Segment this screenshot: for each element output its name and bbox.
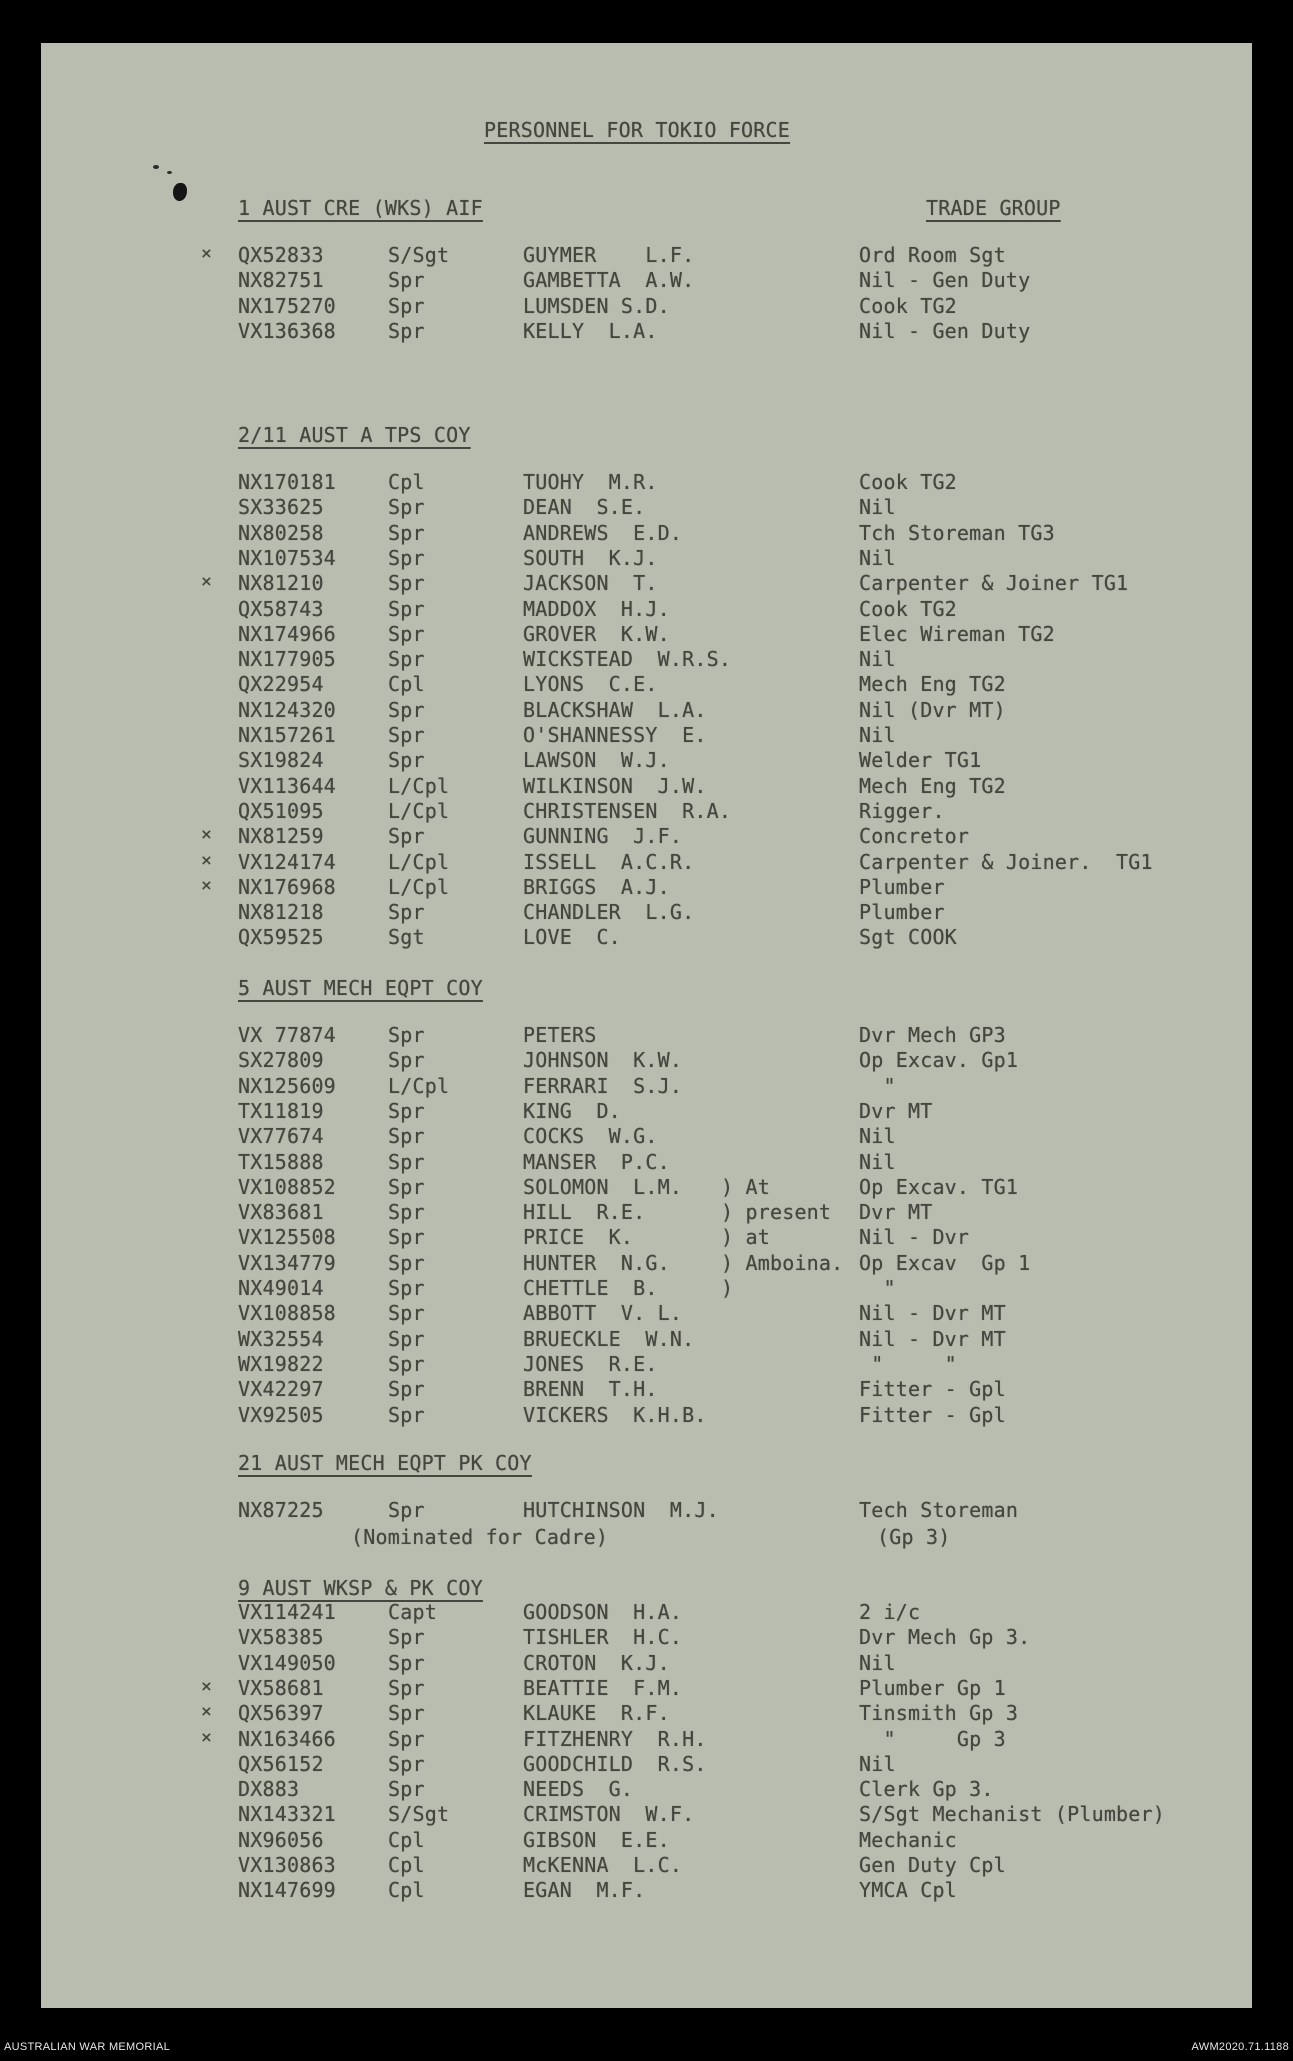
- service-number: NX175270: [238, 294, 336, 318]
- location-note: ) Amboina.: [721, 1251, 844, 1275]
- member-name: VICKERS K.H.B.: [523, 1403, 707, 1427]
- rank: Spr: [388, 1377, 425, 1401]
- trade-group: Nil: [859, 546, 896, 570]
- member-name: GOODCHILD R.S.: [523, 1752, 707, 1776]
- rank: L/Cpl: [388, 1074, 450, 1098]
- personnel-row: [201, 243, 1241, 268]
- trade-group: Plumber: [859, 875, 945, 899]
- rank: Spr: [388, 1301, 425, 1325]
- member-name: DEAN S.E.: [523, 495, 646, 519]
- service-number: NX82751: [238, 268, 324, 292]
- rank: Spr: [388, 294, 425, 318]
- personnel-row: [201, 1048, 1241, 1073]
- trade-group: Plumber: [859, 900, 945, 924]
- service-number: NX174966: [238, 622, 336, 646]
- rank: Spr: [388, 698, 425, 722]
- personnel-row: [201, 900, 1241, 925]
- personnel-row: [201, 1327, 1241, 1352]
- personnel-row: [201, 470, 1241, 495]
- personnel-row: [201, 1403, 1241, 1428]
- member-name: COCKS W.G.: [523, 1124, 658, 1148]
- rank: Spr: [388, 268, 425, 292]
- personnel-row: [201, 1701, 1241, 1726]
- member-name: GUYMER L.F.: [523, 243, 695, 267]
- trade-group: Mechanic: [859, 1828, 957, 1852]
- personnel-row: [201, 521, 1241, 546]
- location-note: ): [721, 1276, 734, 1300]
- service-number: NX124320: [238, 698, 336, 722]
- trade-group: Carpenter & Joiner TG1: [859, 571, 1129, 595]
- member-name: KLAUKE R.F.: [523, 1701, 670, 1725]
- personnel-row: [201, 597, 1241, 622]
- service-number: VX114241: [238, 1600, 336, 1624]
- tick-mark: ×: [201, 243, 213, 264]
- member-name: LYONS C.E.: [523, 672, 658, 696]
- trade-group: Nil: [859, 1752, 896, 1776]
- member-name: CROTON K.J.: [523, 1651, 670, 1675]
- tick-mark: ×: [201, 1676, 213, 1697]
- trade-group: Mech Eng TG2: [859, 672, 1006, 696]
- personnel-row: [201, 1074, 1241, 1099]
- footer-credit: AUSTRALIAN WAR MEMORIAL: [4, 2041, 171, 2053]
- location-note: ) At: [721, 1175, 770, 1199]
- member-name: KELLY L.A.: [523, 319, 658, 343]
- trade-group: Elec Wireman TG2: [859, 622, 1055, 646]
- ink-speck: [153, 165, 159, 169]
- member-name: EGAN M.F.: [523, 1878, 646, 1902]
- trade-group: Nil - Dvr MT: [859, 1301, 1006, 1325]
- trade-group: Nil: [859, 1651, 896, 1675]
- member-name: GOODSON H.A.: [523, 1600, 683, 1624]
- trade-group: Nil: [859, 1150, 896, 1174]
- location-note: ) present: [721, 1200, 832, 1224]
- service-number: VX92505: [238, 1403, 324, 1427]
- personnel-row: [201, 1651, 1241, 1676]
- member-name: ABBOTT V. L.: [523, 1301, 683, 1325]
- trade-group: S/Sgt Mechanist (Plumber): [859, 1802, 1166, 1826]
- member-name: JOHNSON K.W.: [523, 1048, 683, 1072]
- rank: Cpl: [388, 672, 425, 696]
- document-page: [41, 43, 1252, 2008]
- personnel-row: [201, 1251, 1241, 1276]
- personnel-row: [201, 1498, 1241, 1523]
- trade-group: Cook TG2: [859, 470, 957, 494]
- personnel-row: [201, 1802, 1241, 1827]
- rank: L/Cpl: [388, 799, 450, 823]
- trade-group: Tch Storeman TG3: [859, 521, 1055, 545]
- rank: Spr: [388, 1701, 425, 1725]
- service-number: VX134779: [238, 1251, 336, 1275]
- tick-mark: ×: [201, 571, 213, 592]
- service-number: NX170181: [238, 470, 336, 494]
- personnel-row: [201, 1301, 1241, 1326]
- service-number: SX27809: [238, 1048, 324, 1072]
- trade-group: Mech Eng TG2: [859, 774, 1006, 798]
- service-number: NX81218: [238, 900, 324, 924]
- section-heading: [238, 976, 1238, 1006]
- member-name: WICKSTEAD W.R.S.: [523, 647, 732, 671]
- personnel-row: [201, 495, 1241, 520]
- member-name: CRIMSTON W.F.: [523, 1802, 695, 1826]
- member-name: BRENN T.H.: [523, 1377, 658, 1401]
- service-number: TX15888: [238, 1150, 324, 1174]
- trade-group: Tech Storeman: [859, 1498, 1019, 1522]
- trade-group: Cook TG2: [859, 294, 957, 318]
- service-number: NX176968: [238, 875, 336, 899]
- rank: Spr: [388, 723, 425, 747]
- service-number: VX77674: [238, 1124, 324, 1148]
- rank: Spr: [388, 1251, 425, 1275]
- service-number: DX883: [238, 1777, 300, 1801]
- personnel-row: [201, 1276, 1241, 1301]
- personnel-row: [201, 1200, 1241, 1225]
- member-name: JACKSON T.: [523, 571, 658, 595]
- rank: Spr: [388, 1048, 425, 1072]
- personnel-row: [201, 647, 1241, 672]
- service-number: WX32554: [238, 1327, 324, 1351]
- trade-group: Dvr MT: [859, 1099, 933, 1123]
- rank: S/Sgt: [388, 243, 450, 267]
- rank: L/Cpl: [388, 850, 450, 874]
- personnel-row: [201, 1727, 1241, 1752]
- member-name: NEEDS G.: [523, 1777, 634, 1801]
- trade-group: Fitter - Gpl: [859, 1403, 1006, 1427]
- trade-group: Carpenter & Joiner. TG1: [859, 850, 1153, 874]
- service-number: NX81259: [238, 824, 324, 848]
- trade-group: Op Excav. Gp1: [859, 1048, 1019, 1072]
- rank: Spr: [388, 647, 425, 671]
- personnel-row: [201, 1752, 1241, 1777]
- member-name: KING D.: [523, 1099, 621, 1123]
- service-number: NX87225: [238, 1498, 324, 1522]
- cadre-note: (Nominated for Cadre): [351, 1525, 609, 1549]
- trade-group: Gen Duty Cpl: [859, 1853, 1006, 1877]
- trade-group: Op Excav Gp 1: [859, 1251, 1031, 1275]
- service-number: VX42297: [238, 1377, 324, 1401]
- footer-accession-number: AWM2020.71.1188: [1191, 2041, 1289, 2053]
- personnel-row: [201, 925, 1241, 950]
- rank: Cpl: [388, 1853, 425, 1877]
- trade-group: Nil - Gen Duty: [859, 268, 1031, 292]
- rank: Spr: [388, 1124, 425, 1148]
- personnel-row: [201, 799, 1241, 824]
- service-number: VX108858: [238, 1301, 336, 1325]
- personnel-row: [201, 1023, 1241, 1048]
- member-name: CHETTLE B.: [523, 1276, 658, 1300]
- service-number: VX 77874: [238, 1023, 336, 1047]
- rank: Spr: [388, 1777, 425, 1801]
- personnel-row: [201, 1676, 1241, 1701]
- tick-mark: ×: [201, 824, 213, 845]
- trade-group: Nil: [859, 1124, 896, 1148]
- trade-group: Nil - Gen Duty: [859, 319, 1031, 343]
- personnel-row: [201, 824, 1241, 849]
- personnel-row: [201, 850, 1241, 875]
- trade-group: YMCA Cpl: [859, 1878, 957, 1902]
- personnel-row: [201, 294, 1241, 319]
- rank: Spr: [388, 495, 425, 519]
- trade-group: Dvr MT: [859, 1200, 933, 1224]
- member-name: PRICE K.: [523, 1225, 634, 1249]
- rank: Spr: [388, 824, 425, 848]
- trade-group: Nil - Dvr: [859, 1225, 970, 1249]
- personnel-row: [201, 622, 1241, 647]
- trade-group: Welder TG1: [859, 748, 982, 772]
- service-number: NX157261: [238, 723, 336, 747]
- personnel-row: [201, 319, 1241, 344]
- service-number: QX56397: [238, 1701, 324, 1725]
- section-heading: [238, 196, 1238, 226]
- rank: Spr: [388, 1327, 425, 1351]
- member-name: HUTCHINSON M.J.: [523, 1498, 719, 1522]
- trade-group: Dvr Mech GP3: [859, 1023, 1006, 1047]
- section-heading-text: 5 AUST MECH EQPT COY: [238, 976, 483, 1000]
- service-number: QX58743: [238, 597, 324, 621]
- rank: Spr: [388, 1651, 425, 1675]
- member-name: LOVE C.: [523, 925, 621, 949]
- rank: Spr: [388, 1727, 425, 1751]
- member-name: MADDOX H.J.: [523, 597, 670, 621]
- trade-group: Sgt COOK: [859, 925, 957, 949]
- trade-group: Dvr Mech Gp 3.: [859, 1625, 1031, 1649]
- cadre-trade-group: (Gp 3): [877, 1525, 951, 1549]
- service-number: QX59525: [238, 925, 324, 949]
- personnel-row: [201, 875, 1241, 900]
- personnel-row: [201, 1853, 1241, 1878]
- member-name: BRIGGS A.J.: [523, 875, 670, 899]
- member-name: O'SHANNESSY E.: [523, 723, 707, 747]
- trade-group: Rigger.: [859, 799, 945, 823]
- trade-group: Tinsmith Gp 3: [859, 1701, 1019, 1725]
- personnel-row: [201, 1150, 1241, 1175]
- personnel-row: [201, 774, 1241, 799]
- service-number: SX19824: [238, 748, 324, 772]
- service-number: QX51095: [238, 799, 324, 823]
- section-heading-text: 9 AUST WKSP & PK COY: [238, 1576, 483, 1600]
- section-heading-text: 1 AUST CRE (WKS) AIF: [238, 196, 483, 220]
- rank: Spr: [388, 1676, 425, 1700]
- rank: Spr: [388, 597, 425, 621]
- service-number: NX80258: [238, 521, 324, 545]
- personnel-row: [201, 571, 1241, 596]
- rank: Spr: [388, 546, 425, 570]
- member-name: SOLOMON L.M.: [523, 1175, 683, 1199]
- rank: Spr: [388, 319, 425, 343]
- service-number: VX58681: [238, 1676, 324, 1700]
- member-name: ISSELL A.C.R.: [523, 850, 695, 874]
- service-number: VX108852: [238, 1175, 336, 1199]
- rank: Cpl: [388, 1878, 425, 1902]
- trade-group: Cook TG2: [859, 597, 957, 621]
- personnel-row: [201, 698, 1241, 723]
- member-name: LAWSON W.J.: [523, 748, 670, 772]
- rank: Spr: [388, 1752, 425, 1776]
- member-name: GROVER K.W.: [523, 622, 670, 646]
- service-number: VX136368: [238, 319, 336, 343]
- trade-group: ": [859, 1074, 896, 1098]
- member-name: LUMSDEN S.D.: [523, 294, 670, 318]
- service-number: NX49014: [238, 1276, 324, 1300]
- member-name: WILKINSON J.W.: [523, 774, 707, 798]
- rank: Spr: [388, 1200, 425, 1224]
- member-name: CHANDLER L.G.: [523, 900, 695, 924]
- service-number: TX11819: [238, 1099, 324, 1123]
- trade-group: Ord Room Sgt: [859, 243, 1006, 267]
- service-number: NX96056: [238, 1828, 324, 1852]
- trade-group: Nil: [859, 723, 896, 747]
- trade-group: 2 i/c: [859, 1600, 921, 1624]
- personnel-row: [201, 1600, 1241, 1625]
- trade-group: Plumber Gp 1: [859, 1676, 1006, 1700]
- page-title: PERSONNEL FOR TOKIO FORCE: [484, 118, 791, 142]
- tick-mark: ×: [201, 1701, 213, 1722]
- rank: Spr: [388, 748, 425, 772]
- trade-group: Op Excav. TG1: [859, 1175, 1019, 1199]
- service-number: VX83681: [238, 1200, 324, 1224]
- member-name: GUNNING J.F.: [523, 824, 683, 848]
- service-number: NX81210: [238, 571, 324, 595]
- ink-blot: [173, 183, 187, 201]
- trade-group: " ": [859, 1352, 957, 1376]
- rank: Spr: [388, 1276, 425, 1300]
- member-name: HILL R.E.: [523, 1200, 646, 1224]
- tick-mark: ×: [201, 875, 213, 896]
- service-number: NX163466: [238, 1727, 336, 1751]
- personnel-row: [201, 748, 1241, 773]
- personnel-row: [201, 1352, 1241, 1377]
- personnel-row: [201, 1124, 1241, 1149]
- rank: Spr: [388, 900, 425, 924]
- service-number: VX124174: [238, 850, 336, 874]
- rank: S/Sgt: [388, 1802, 450, 1826]
- member-name: CHRISTENSEN R.A.: [523, 799, 732, 823]
- personnel-row: [201, 1777, 1241, 1802]
- service-number: NX107534: [238, 546, 336, 570]
- member-name: McKENNA L.C.: [523, 1853, 683, 1877]
- service-number: VX149050: [238, 1651, 336, 1675]
- rank: Cpl: [388, 470, 425, 494]
- rank: L/Cpl: [388, 875, 450, 899]
- rank: Spr: [388, 1225, 425, 1249]
- trade-group: Fitter - Gpl: [859, 1377, 1006, 1401]
- member-name: FITZHENRY R.H.: [523, 1727, 707, 1751]
- member-name: BLACKSHAW L.A.: [523, 698, 707, 722]
- member-name: PETERS: [523, 1023, 597, 1047]
- personnel-row: [201, 1878, 1241, 1903]
- trade-group: Nil: [859, 495, 896, 519]
- section-heading-text: 2/11 AUST A TPS COY: [238, 423, 471, 447]
- trade-group: " Gp 3: [859, 1727, 1006, 1751]
- member-name: JONES R.E.: [523, 1352, 658, 1376]
- cadre-note-line: [201, 1525, 1241, 1550]
- service-number: WX19822: [238, 1352, 324, 1376]
- tick-mark: ×: [201, 1727, 213, 1748]
- service-number: VX58385: [238, 1625, 324, 1649]
- service-number: NX177905: [238, 647, 336, 671]
- member-name: HUNTER N.G.: [523, 1251, 670, 1275]
- trade-group: Nil - Dvr MT: [859, 1327, 1006, 1351]
- trade-group: Nil: [859, 647, 896, 671]
- rank: Spr: [388, 622, 425, 646]
- member-name: TISHLER H.C.: [523, 1625, 683, 1649]
- rank: Spr: [388, 1099, 425, 1123]
- member-name: BEATTIE F.M.: [523, 1676, 683, 1700]
- rank: Spr: [388, 1403, 425, 1427]
- service-number: VX130863: [238, 1853, 336, 1877]
- service-number: SX33625: [238, 495, 324, 519]
- section-heading: [238, 1451, 1238, 1481]
- personnel-row: [201, 1175, 1241, 1200]
- rank: Spr: [388, 1352, 425, 1376]
- rank: Spr: [388, 1150, 425, 1174]
- trade-group: Concretor: [859, 824, 970, 848]
- member-name: MANSER P.C.: [523, 1150, 670, 1174]
- service-number: VX113644: [238, 774, 336, 798]
- personnel-row: [201, 1625, 1241, 1650]
- rank: Spr: [388, 1498, 425, 1522]
- personnel-row: [201, 268, 1241, 293]
- member-name: FERRARI S.J.: [523, 1074, 683, 1098]
- rank: Cpl: [388, 1828, 425, 1852]
- service-number: QX56152: [238, 1752, 324, 1776]
- personnel-row: [201, 1099, 1241, 1124]
- member-name: BRUECKLE W.N.: [523, 1327, 695, 1351]
- service-number: NX147699: [238, 1878, 336, 1902]
- member-name: GIBSON E.E.: [523, 1828, 670, 1852]
- service-number: VX125508: [238, 1225, 336, 1249]
- personnel-row: [201, 1377, 1241, 1402]
- service-number: NX143321: [238, 1802, 336, 1826]
- rank: L/Cpl: [388, 774, 450, 798]
- service-number: QX22954: [238, 672, 324, 696]
- rank: Spr: [388, 1175, 425, 1199]
- trade-group: Clerk Gp 3.: [859, 1777, 994, 1801]
- member-name: TUOHY M.R.: [523, 470, 658, 494]
- trade-group: ": [859, 1276, 896, 1300]
- rank: Capt: [388, 1600, 437, 1624]
- rank: Spr: [388, 1023, 425, 1047]
- rank: Spr: [388, 1625, 425, 1649]
- service-number: QX52833: [238, 243, 324, 267]
- trade-group-header: TRADE GROUP: [926, 196, 1061, 220]
- tick-mark: ×: [201, 850, 213, 871]
- personnel-row: [201, 1828, 1241, 1853]
- personnel-row: [201, 672, 1241, 697]
- member-name: ANDREWS E.D.: [523, 521, 683, 545]
- personnel-row: [201, 546, 1241, 571]
- trade-group: Nil (Dvr MT): [859, 698, 1006, 722]
- section-heading: [238, 423, 1238, 453]
- personnel-row: [201, 1225, 1241, 1250]
- member-name: GAMBETTA A.W.: [523, 268, 695, 292]
- section-heading-text: 21 AUST MECH EQPT PK COY: [238, 1451, 532, 1475]
- rank: Spr: [388, 521, 425, 545]
- personnel-row: [201, 723, 1241, 748]
- rank: Spr: [388, 571, 425, 595]
- service-number: NX125609: [238, 1074, 336, 1098]
- ink-speck: [167, 171, 172, 174]
- location-note: ) at: [721, 1225, 770, 1249]
- rank: Sgt: [388, 925, 425, 949]
- member-name: SOUTH K.J.: [523, 546, 658, 570]
